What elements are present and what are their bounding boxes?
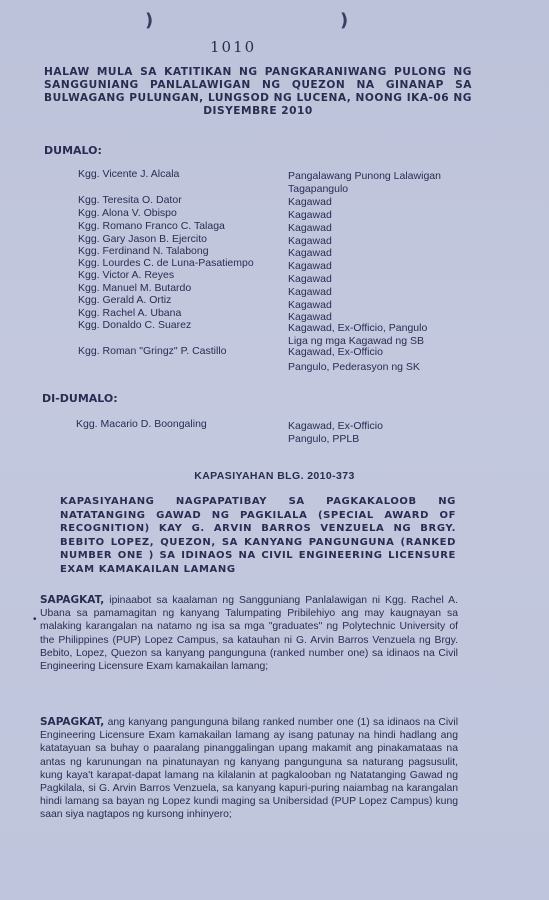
member-name: Kgg. Teresita O. Dator — [78, 194, 182, 206]
member-role: Kagawad, Ex-Officio Pangulo, Pederasyon ng SK — [288, 346, 420, 374]
member-name: Kgg. Lourdes C. de Luna-Pasatiempo — [78, 257, 254, 269]
resolution-title: KAPASIYAHAN BLG. 2010-373 — [194, 470, 355, 482]
member-role: Kagawad — [288, 235, 332, 247]
absent-label: DI-DUMALO: — [42, 392, 118, 405]
member-role: Kagawad, Ex-Officio Pangulo, PPLB — [288, 420, 383, 446]
whereas-paragraph: SAPAGKAT, ang kanyang pangunguna bilang ranked number one (1) sa idinaos na Civil Engineering Licensure Exam kamakailan lamang ay isang patunay na hindi hadlang ang katatayuan sa buhay o paaralang pinanggalingan upang makamit ang pinakamataas na antas ng karunungan na pinatunayan ng kanyang pangunguna sa naturang pagsusulit, kung kaya't karapat-dapat lamang na kilalanin at pagkalooban ng Natatanging Gawad ng Pagkilala, si G. Arvin Barros Venzuela, sa kanyang kapuri-puring naiambag na karangalan hindi lamang sa bayan ng Lopez kundi maging sa Unibersidad (PUP Lopez Campus) kung saan siya nagtapos ng kursong inhinyero; — [40, 716, 458, 821]
member-role: Kagawad — [288, 196, 332, 208]
member-role: Pangalawang Punong Lalawigan Tagapangulo — [288, 170, 441, 196]
member-name: Kgg. Gerald A. Ortiz — [78, 294, 172, 306]
member-name: Kgg. Rachel A. Ubana — [78, 307, 182, 319]
member-name: Kgg. Alona V. Obispo — [78, 207, 177, 219]
member-role: Kagawad — [288, 299, 332, 311]
member-name: Kgg. Victor A. Reyes — [78, 269, 175, 281]
member-role: Kagawad, Ex-Officio, Pangulo Liga ng mga Kagawad ng SB — [288, 322, 428, 348]
resolution-subject: KAPASIYAHANG NAGPAPATIBAY SA PAGKAKALOOB NG NATATANGING GAWAD NG PAGKILALA (SPECIAL AWARD OF RECOGNITION) KAY G. ARVIN BARROS VENZUELA NG BRGY. BEBITO LOPEZ, QUEZON, SA KANYANG PANGUNGUNA (RANKED NUMBER ONE ) SA IDINAOS NA CIVIL ENGINEERING LICENSURE EXAM KAMAKAILAN LAMANG — [60, 496, 456, 575]
member-name: Kgg. Macario D. Boongaling — [76, 418, 207, 430]
member-role: Kagawad — [288, 260, 332, 272]
member-name: Kgg. Ferdinand N. Talabong — [78, 245, 209, 257]
member-role: Kagawad — [288, 286, 332, 298]
page-number: 1010 — [210, 38, 257, 56]
member-name: Kgg. Donaldo C. Suarez — [78, 319, 192, 331]
member-name: Kgg. Vicente J. Alcala — [78, 168, 180, 180]
member-role: Kagawad — [288, 273, 332, 285]
punch-hole-mark: ) — [145, 10, 154, 31]
whereas-paragraph: SAPAGKAT, ipinaabot sa kaalaman ng Sangguniang Panlalawigan ni Kgg. Rachel A. Ubana sa pamamagitan ng kanyang Talumpating Pribilehiyo ang may kaugnayan sa malaking karangalan na natamo ng isa sa mga "graduates" ng Polytechnic University of the Philippines (PUP) Lopez Campus, sa katauhan ni G. Arvin Barros Venzuela ng Brgy. Bebito, Lopez, Quezon sa kanyang pangunguna (ranked number one) sa idinaos na Civil Engineering Licensure Exam kamakailan lamang; — [40, 594, 458, 673]
document-header: HALAW MULA SA KATITIKAN NG PANGKARANIWANG PULONG NG SANGGUNIANG PANLALAWIGAN NG QUEZON NA GINANAP SA BULWAGANG PULUNGAN, LUNGSOD NG LUCENA, NOONG IKA-06 NG DISYEMBRE 2010 — [44, 66, 472, 117]
member-role: Kagawad — [288, 247, 332, 259]
member-role: Kagawad — [288, 209, 332, 221]
member-name: Kgg. Roman "Gringz" P. Castillo — [78, 345, 227, 357]
member-name: Kgg. Gary Jason B. Ejercito — [78, 233, 207, 245]
member-role: Kagawad — [288, 311, 332, 323]
margin-mark: • — [33, 614, 37, 625]
member-name: Kgg. Manuel M. Butardo — [78, 282, 192, 294]
punch-hole-mark: ) — [340, 10, 349, 31]
member-name: Kgg. Romano Franco C. Talaga — [78, 220, 225, 232]
member-role: Kagawad — [288, 222, 332, 234]
present-label: DUMALO: — [44, 144, 102, 157]
